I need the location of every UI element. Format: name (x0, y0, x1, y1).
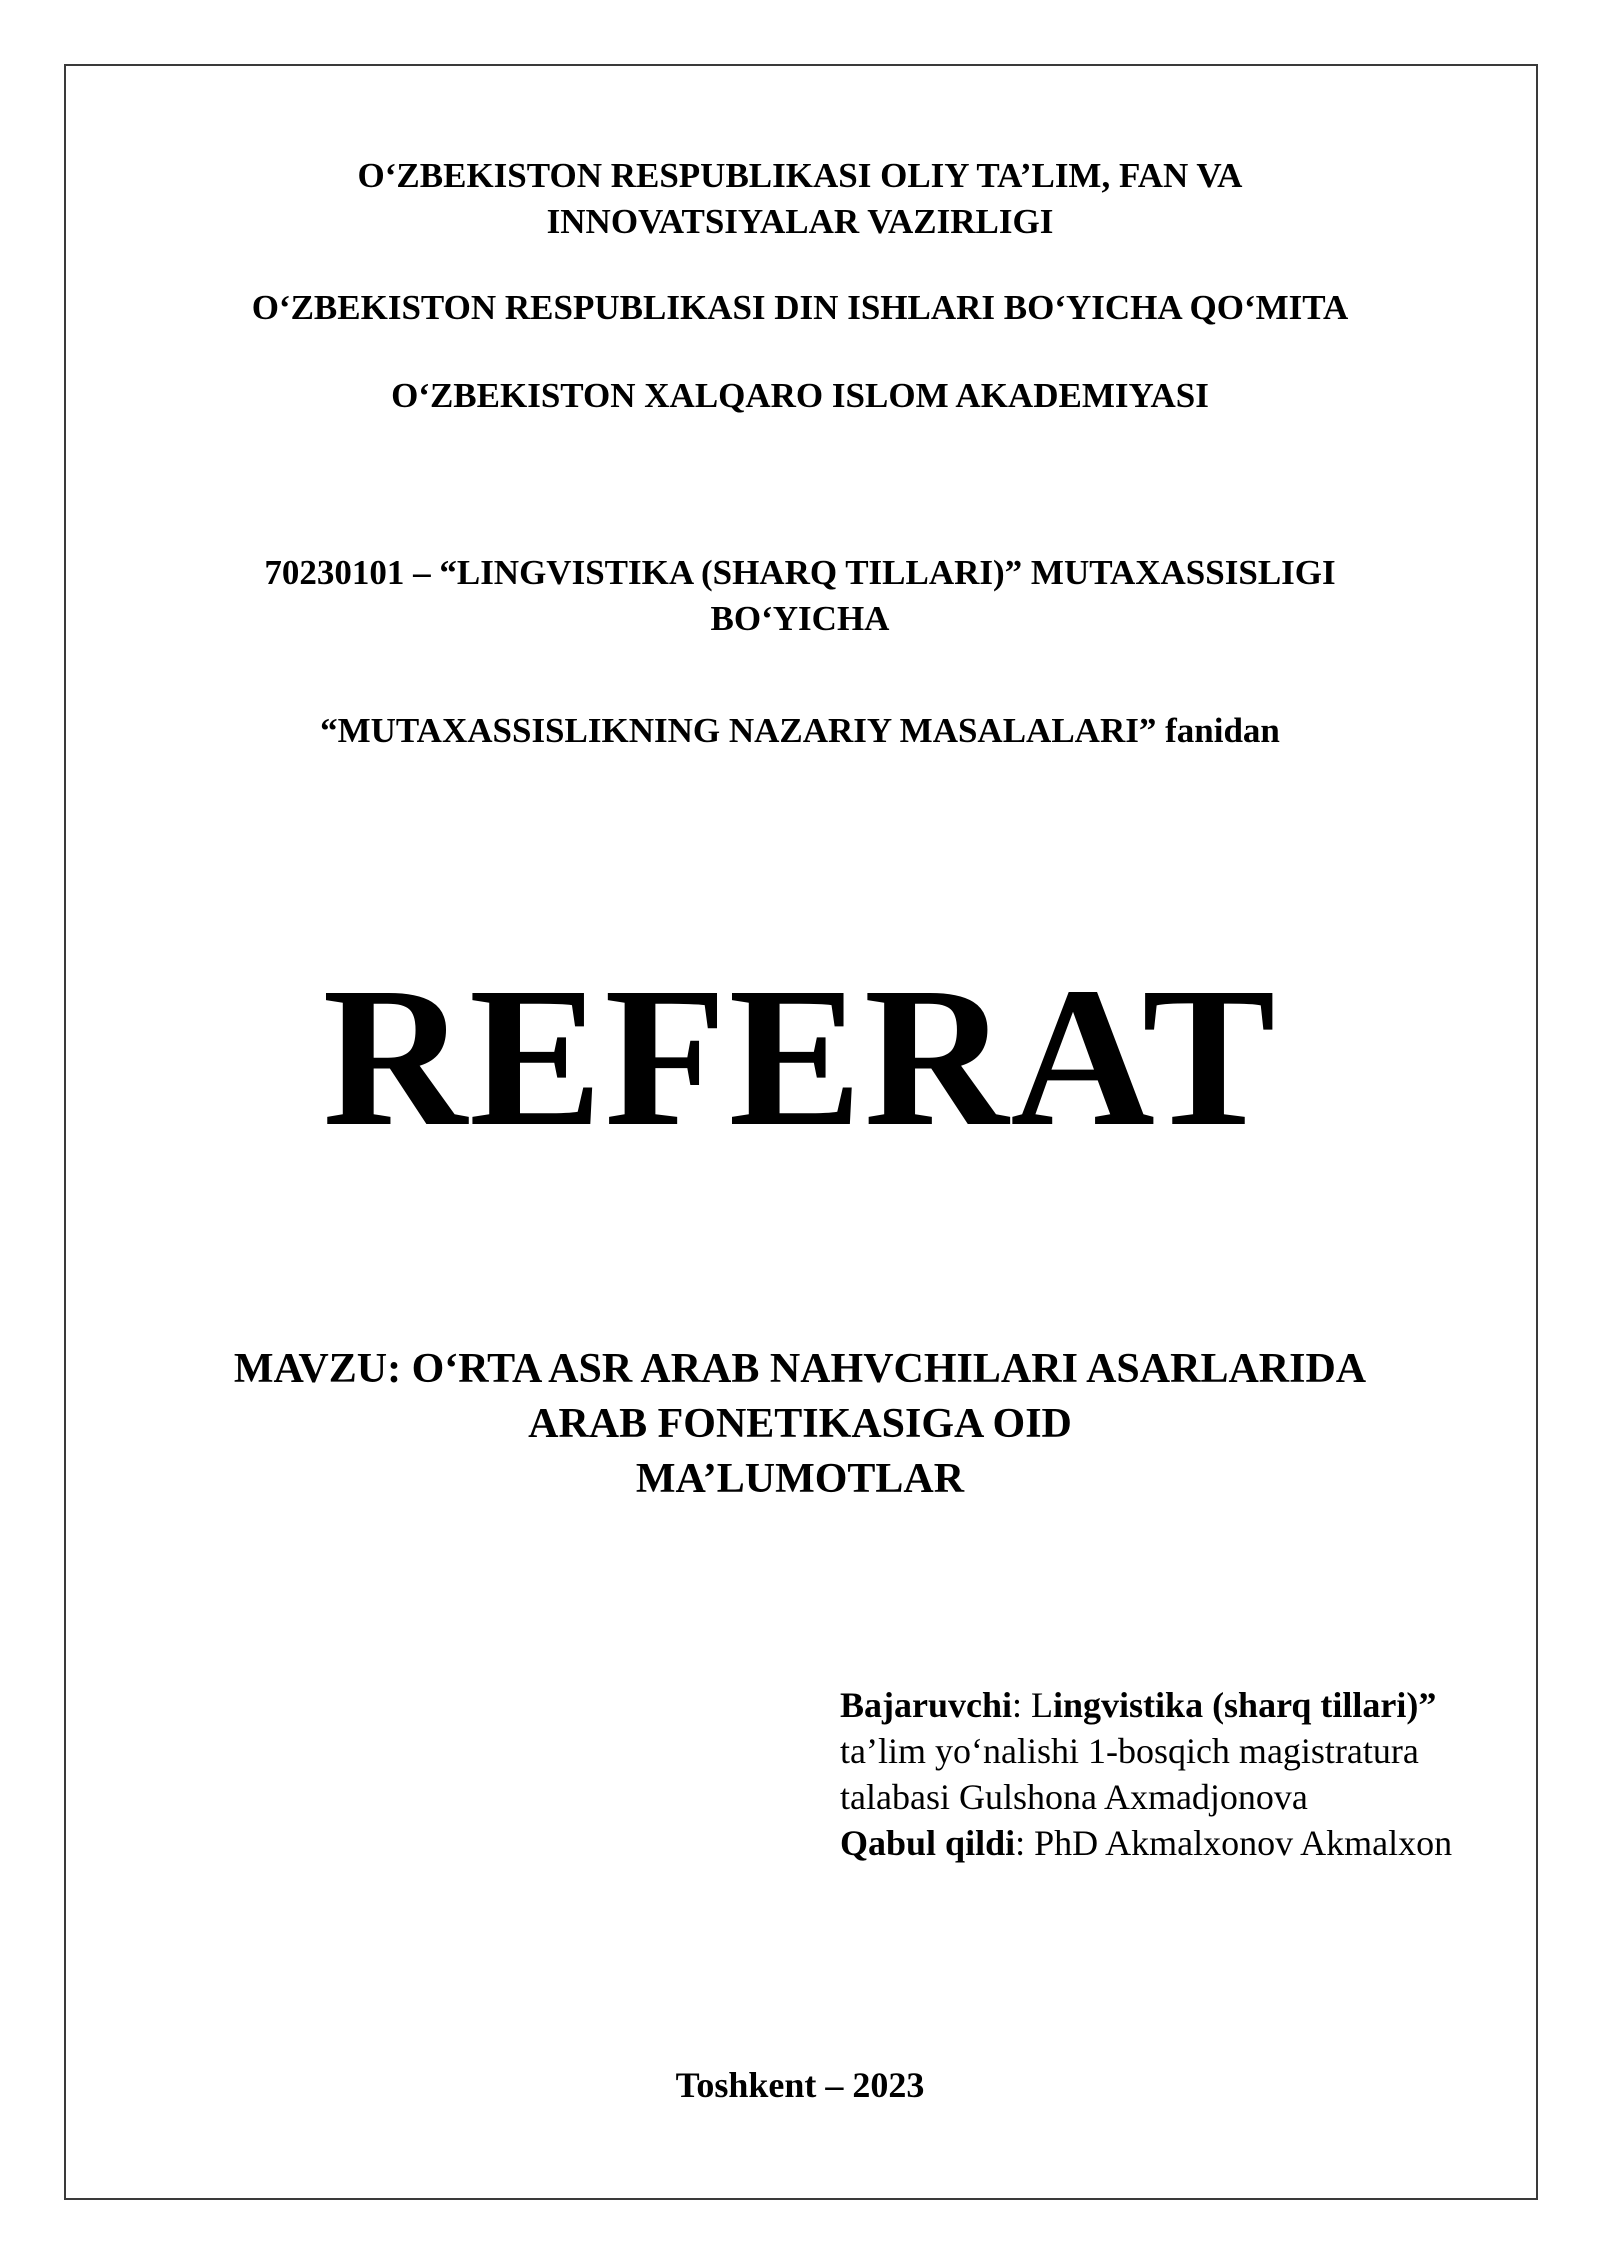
performer-row (840, 1682, 1500, 1728)
ministry-heading-line-1: O‘ZBEKISTON RESPUBLIKASI OLIY TA’LIM, FAN VA (357, 156, 1243, 195)
accepted-label: Qabul qildi (840, 1823, 1016, 1863)
topic-line-2: ARAB FONETIKASIGA OID (528, 1401, 1072, 1447)
committee-heading: O‘ZBEKISTON RESPUBLIKASI DIN ISHLARI BO‘YICHA QO‘MITA (251, 288, 1349, 327)
specialty-line-1: 70230101 – “LINGVISTIKA (SHARQ TILLARI)” MUTAXASSISLIGI (264, 553, 1336, 592)
topic-line-1: MAVZU: O‘RTA ASR ARAB NAHVCHILARI ASARLARIDA (233, 1346, 1367, 1392)
performer-label: Bajaruvchi (840, 1685, 1013, 1725)
performer-program: ingvistika (sharq tillari)” (1053, 1685, 1437, 1725)
academy-heading: O‘ZBEKISTON XALQARO ISLOM AKADEMIYASI (391, 376, 1209, 415)
topic-line-3: MA’LUMOTLAR (635, 1456, 965, 1502)
performer-separator: : L (1012, 1685, 1054, 1725)
city-year: Toshkent – 2023 (675, 2065, 925, 2105)
accepted-value: : PhD Akmalxonov Akmalxon (1015, 1823, 1453, 1863)
topic-heading (140, 1342, 1460, 1507)
accepted-row (840, 1820, 1500, 1866)
specialty-heading (140, 550, 1460, 642)
ministry-heading (140, 153, 1460, 245)
document-type-title: REFERAT (322, 947, 1278, 1168)
performer-line-2: ta’lim yo‘nalishi 1-bosqich magistratura (840, 1731, 1419, 1771)
specialty-line-2: BO‘YICHA (710, 599, 890, 638)
author-info (840, 1682, 1500, 1866)
subject-heading: “MUTAXASSISLIKNING NAZARIY MASALALARI” fanidan (320, 711, 1280, 750)
performer-line-3: talabasi Gulshona Axmadjonova (840, 1777, 1308, 1817)
ministry-heading-line-2: INNOVATSIYALAR VAZIRLIGI (546, 202, 1054, 241)
